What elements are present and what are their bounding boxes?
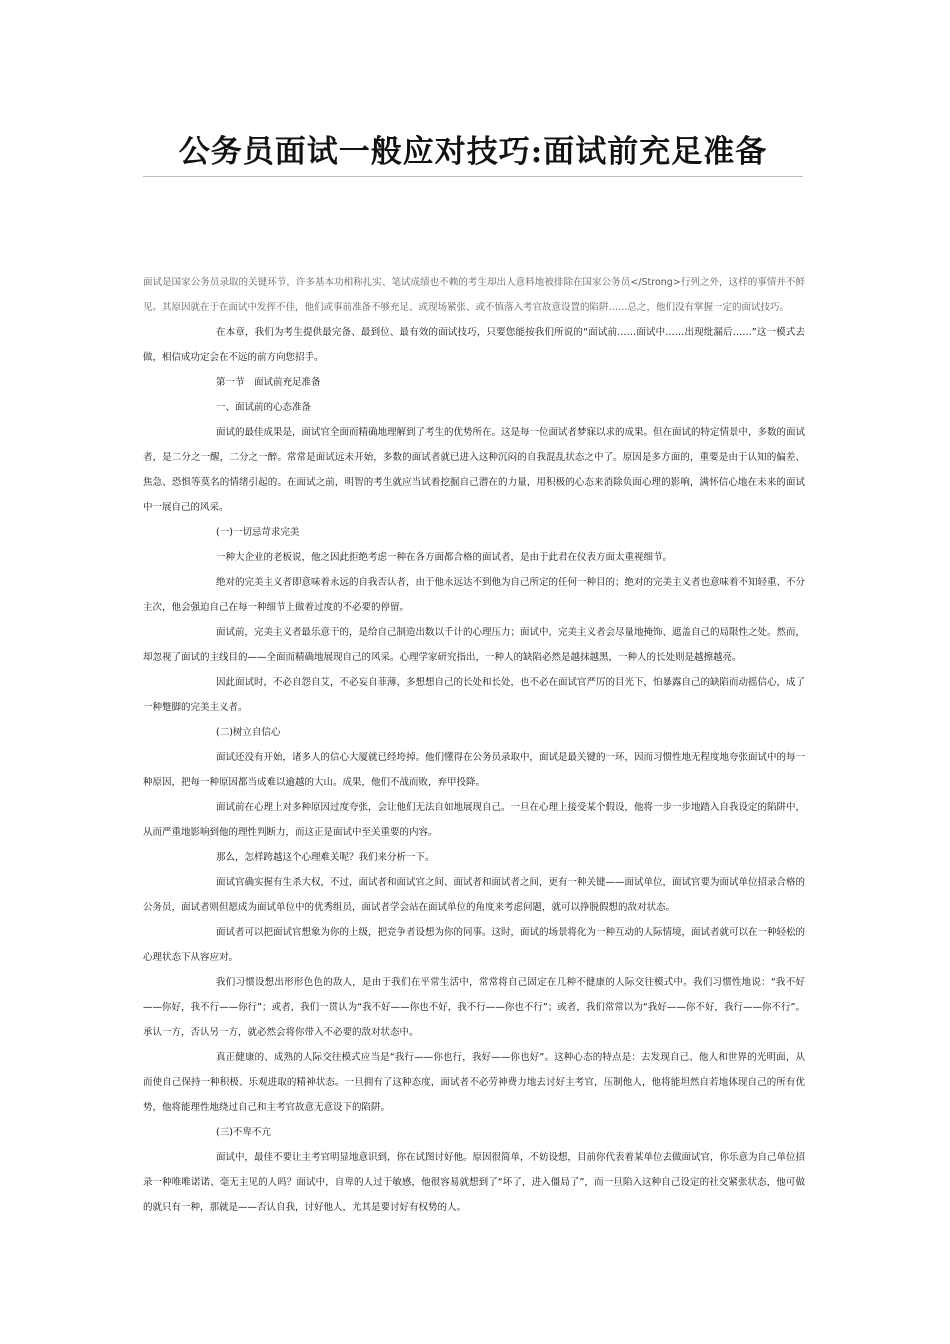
paragraph: 绝对的完美主义者即意味着永远的自我否认者，由于他永远达不到他为自己所定的任何一种目的；绝对的完美主义者也意味着不知轻重、不分主次，他会强迫自己在每一种细节上做着过度的不必要的停留。 <box>143 577 806 613</box>
paragraph: 面试官确实握有生杀大权，不过，面试者和面试官之间、面试者和面试者之间，更有一种关键——面试单位，面试官要为面试单位招录合格的公务员，面试者则但愿成为面试单位中的优秀组员，面试者学会站在面试单位的角度来考虑问题，就可以挣脱假想的敌对状态。 <box>143 877 806 913</box>
paragraph: 真正健康的、成熟的人际交往模式应当是“我行——你也行，我好——你也好”。这种心态的特点是：去发现自己、他人和世界的光明面，从而使自己保持一种积极、乐观进取的精神状态。一旦拥有了这种态度，面试者不必劳神费力地去讨好主考官，压制他人，他将能坦然自若地体现自己的所有优势，他将能理性地绕过自己和主考官故意无意设下的陷阱。 <box>143 1052 805 1113</box>
document-body <box>143 270 805 1220</box>
subsection-heading: (三)不卑不亢 <box>216 1127 271 1138</box>
paragraph: 面试前，完美主义者最乐意干的，是给自己制造出数以千计的心理压力；面试中，完美主义者会尽量地掩饰、遮盖自己的局限性之处。然而，却忽视了面试的主线目的——全面而精确地展现自己的风采。心理学家研究指出，一种人的缺陷必然是越抹越黑，一种人的长处则是越擦越亮。 <box>143 627 806 663</box>
paragraph: 我们习惯设想出形形色色的敌人，是由于我们在平常生活中，常常将自己固定在几种不健康的人际交往模式中。我们习惯性地说：“我不好——你好，我不行——你行”；或者，我们一贯认为“我不好——你也不好，我不行——你也不行”；或者，我们常常以为“我好——你不好，我行——你不行”。承认一方，否认另一方，就必然会将你带入不必要的敌对状态中。 <box>143 977 805 1038</box>
paragraph: 因此面试时，不必自怨自艾，不必妄自菲薄，多想想自己的长处和长处，也不必在面试官严厉的目光下，怕暴露自己的缺陷而动摇信心，成了一种蹩脚的完美主义者。 <box>143 677 806 713</box>
paragraph: 那么，怎样跨越这个心理难关呢？我们来分析一下。 <box>216 852 435 863</box>
title-divider <box>143 176 803 177</box>
paragraph: 面试还没有开始，诸多人的信心大厦就已经垮掉。他们懂得在公务员录取中，面试是最关键的一环，因而习惯性地无程度地夸张面试中的每一种原因，把每一种原因都当成难以逾越的大山。成果，他们不战而败，弃甲投降。 <box>143 752 806 788</box>
paragraph: 面试中，最佳不要让主考官明显地意识到，你在试图讨好他。原因很简单，不妨设想，目前你代表着某单位去做面试官，你乐意为自己单位招录一种唯唯诺诺、毫无主见的人吗？面试中，自卑的人过于敏感，他很容易就想到了“坏了，进入僵局了”，而一旦陷入这种自己设定的社交紧张状态，他可做的就只有一种，那就是——否认自我，讨好他人，尤其是要讨好有权势的人。 <box>143 1152 806 1213</box>
paragraph: 面试者可以把面试官想象为你的上级，把竞争者设想为你的同事。这时，面试的场景将化为一种互动的人际情境，面试者就可以在一种轻松的心理状态下从容应对。 <box>143 927 806 963</box>
subsection-heading: (一)一切忌苛求完美 <box>216 527 300 538</box>
paragraph: 一种大企业的老板说，他之因此拒绝考虑一种在各方面都合格的面试者，是由于此君在仪表方面太重视细节。 <box>216 552 673 563</box>
subsection-heading: (二)树立自信心 <box>216 727 281 738</box>
intro-paragraph: 面试是国家公务员录取的关键环节，许多基本功相称扎实、笔试成绩也不赖的考生却出人意料地被排除在国家公务员</Strong>行列之外，这样的事情并不鲜见。其原因就在于在面试中发挥不佳，他们或事前准备不够充足、或现场紧张、或不慎落入考官故意设置的陷阱……总之，他们没有掌握一定的面试技巧。 <box>143 277 805 313</box>
paragraph: 在本章，我们为考生提供最完备、最到位、最有效的面试技巧，只要您能按我们所说的“面试前……面试中……出现纰漏后……”这一模式去做，相信成功定会在不远的前方向您招手。 <box>143 327 805 363</box>
subsection-heading: 一、面试前的心态准备 <box>216 402 312 413</box>
paragraph: 面试前在心理上对多种原因过度夸张，会让他们无法自如地展现自己。一旦在心理上接受某个假设，他将一步一步地踏入自我设定的陷阱中，从而严重地影响到他的理性判断力，而这正是面试中至关重要的内容。 <box>143 802 806 838</box>
document-title: 公务员面试一般应对技巧:面试前充足准备 <box>178 134 768 170</box>
section-heading: 第一节 面试前充足准备 <box>216 377 321 388</box>
paragraph: 面试的最佳成果是，面试官全面而精确地理解到了考生的优势所在。这是每一位面试者梦寐以求的成果。但在面试的特定情景中，多数的面试者，是二分之一醒，二分之一醉。常常是面试远未开始，多数的面试者就已进入这种沉闷的自我混乱状态之中了。原因是多方面的，重要是由于认知的偏差、焦急、恐惧等莫名的情绪引起的。在面试之前，明智的考生就应当试着挖掘自己潜在的力量，用积极的心态来消除负面心理的影响，满怀信心地在未来的面试中一展自己的风采。 <box>143 427 806 513</box>
